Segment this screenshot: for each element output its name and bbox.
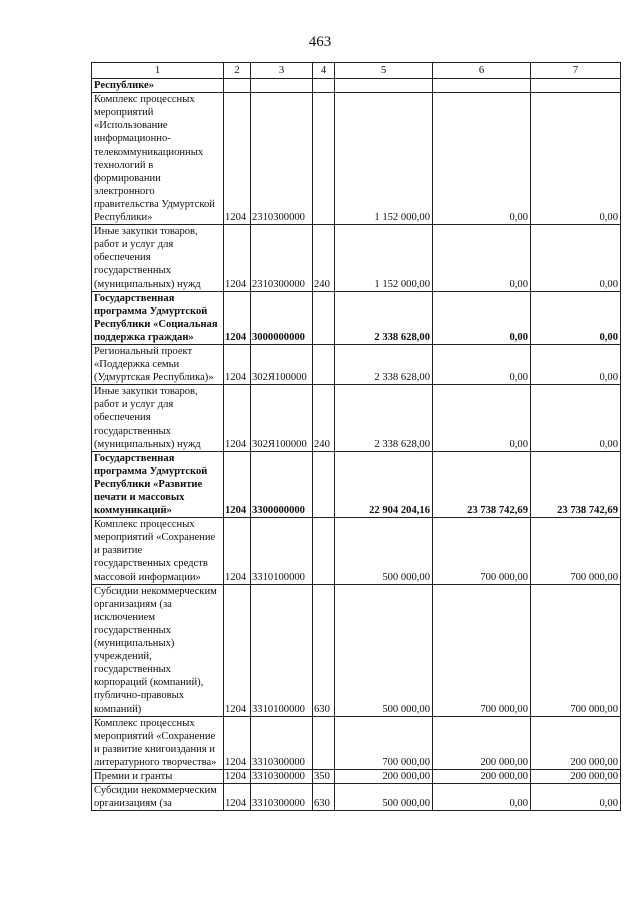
row-name-cell: Субсидии некоммерческим организациям (за (92, 784, 224, 811)
amount-col7-cell: 0,00 (531, 385, 621, 451)
amount-col6-cell: 200 000,00 (433, 716, 531, 769)
row-name-cell: Комплекс процессных мероприятий «Сохранение и развитие книгоиздания и литературного творчества» (92, 716, 224, 769)
expense-type-cell (313, 451, 335, 517)
amount-col6-cell: 23 738 742,69 (433, 451, 531, 517)
amount-col7-cell: 700 000,00 (531, 584, 621, 716)
section-code-cell: 1204 (224, 225, 251, 291)
header-row (92, 63, 621, 79)
column-header-6: 6 (433, 63, 531, 79)
amount-col7-cell: 200 000,00 (531, 769, 621, 783)
amount-col7-cell: 0,00 (531, 93, 621, 225)
row-name-cell: Государственная программа Удмуртской Республики «Развитие печати и массовых коммуникаций» (92, 451, 224, 517)
amount-col6-cell: 0,00 (433, 344, 531, 384)
target-article-cell: 3310100000 (251, 518, 313, 584)
expense-type-cell (313, 93, 335, 225)
target-article-cell: 302Я100000 (251, 385, 313, 451)
table-row (92, 769, 621, 783)
amount-col7-cell: 0,00 (531, 784, 621, 811)
section-code-cell: 1204 (224, 291, 251, 344)
row-name-cell: Региональный проект «Поддержка семьи (Удмуртская Республика)» (92, 344, 224, 384)
section-code-cell: 1204 (224, 385, 251, 451)
amount-col7-cell (531, 79, 621, 93)
section-code-cell: 1204 (224, 584, 251, 716)
expense-type-cell: 350 (313, 769, 335, 783)
table-row (92, 93, 621, 225)
column-header-7: 7 (531, 63, 621, 79)
amount-col5-cell: 2 338 628,00 (335, 385, 433, 451)
amount-col7-cell: 23 738 742,69 (531, 451, 621, 517)
amount-col6-cell: 0,00 (433, 225, 531, 291)
expense-type-cell: 630 (313, 784, 335, 811)
column-header-3: 3 (251, 63, 313, 79)
amount-col5-cell: 500 000,00 (335, 784, 433, 811)
expense-type-cell: 240 (313, 225, 335, 291)
table-row (92, 344, 621, 384)
amount-col6-cell: 0,00 (433, 385, 531, 451)
amount-col6-cell: 0,00 (433, 93, 531, 225)
expense-type-cell (313, 79, 335, 93)
target-article-cell: 3300000000 (251, 451, 313, 517)
table-row (92, 518, 621, 584)
amount-col6-cell (433, 79, 531, 93)
amount-col6-cell: 0,00 (433, 291, 531, 344)
row-name-cell: Иные закупки товаров, работ и услуг для обеспечения государственных (муниципальных) нужд (92, 385, 224, 451)
table-row (92, 584, 621, 716)
column-header-5: 5 (335, 63, 433, 79)
target-article-cell: 3310300000 (251, 784, 313, 811)
amount-col6-cell: 700 000,00 (433, 518, 531, 584)
amount-col6-cell: 200 000,00 (433, 769, 531, 783)
expense-type-cell (313, 291, 335, 344)
target-article-cell: 3310100000 (251, 584, 313, 716)
table-row (92, 79, 621, 93)
target-article-cell: 2310300000 (251, 225, 313, 291)
amount-col7-cell: 0,00 (531, 291, 621, 344)
amount-col5-cell: 2 338 628,00 (335, 291, 433, 344)
amount-col5-cell: 700 000,00 (335, 716, 433, 769)
expense-type-cell: 630 (313, 584, 335, 716)
amount-col7-cell: 0,00 (531, 344, 621, 384)
target-article-cell: 302Я100000 (251, 344, 313, 384)
amount-col5-cell: 2 338 628,00 (335, 344, 433, 384)
table-row (92, 784, 621, 811)
table-row (92, 291, 621, 344)
column-header-1: 1 (92, 63, 224, 79)
table-row (92, 451, 621, 517)
amount-col5-cell: 500 000,00 (335, 518, 433, 584)
page-number: 463 (308, 34, 332, 50)
section-code-cell: 1204 (224, 93, 251, 225)
target-article-cell (251, 79, 313, 93)
column-header-2: 2 (224, 63, 251, 79)
expense-type-cell (313, 344, 335, 384)
expense-type-cell (313, 518, 335, 584)
row-name-cell: Комплекс процессных мероприятий «Сохранение и развитие государственных средств массовой информации» (92, 518, 224, 584)
section-code-cell: 1204 (224, 518, 251, 584)
amount-col5-cell: 1 152 000,00 (335, 93, 433, 225)
table-row (92, 385, 621, 451)
amount-col5-cell: 500 000,00 (335, 584, 433, 716)
row-name-cell: Государственная программа Удмуртской Республики «Социальная поддержка граждан» (92, 291, 224, 344)
table-row (92, 716, 621, 769)
amount-col7-cell: 700 000,00 (531, 518, 621, 584)
target-article-cell: 2310300000 (251, 93, 313, 225)
amount-col6-cell: 0,00 (433, 784, 531, 811)
column-header-4: 4 (313, 63, 335, 79)
section-code-cell: 1204 (224, 344, 251, 384)
expense-type-cell: 240 (313, 385, 335, 451)
target-article-cell: 3310300000 (251, 716, 313, 769)
section-code-cell: 1204 (224, 451, 251, 517)
row-name-cell: Субсидии некоммерческим организациям (за исключением государственных (муниципальных) учреждений, государственных корпораций (компаний), публично-правовых компаний) (92, 584, 224, 716)
amount-col5-cell: 1 152 000,00 (335, 225, 433, 291)
amount-col5-cell (335, 79, 433, 93)
row-name-cell: Комплекс процессных мероприятий «Использование информационно-телекоммуникационных технологий в формировании электронного правительства Удмуртской Республики» (92, 93, 224, 225)
expense-type-cell (313, 716, 335, 769)
target-article-cell: 3000000000 (251, 291, 313, 344)
budget-table (91, 62, 621, 811)
table-row (92, 225, 621, 291)
row-name-cell: Премии и гранты (92, 769, 224, 783)
section-code-cell: 1204 (224, 769, 251, 783)
section-code-cell: 1204 (224, 784, 251, 811)
target-article-cell: 3310300000 (251, 769, 313, 783)
amount-col7-cell: 0,00 (531, 225, 621, 291)
amount-col7-cell: 200 000,00 (531, 716, 621, 769)
amount-col6-cell: 700 000,00 (433, 584, 531, 716)
amount-col5-cell: 200 000,00 (335, 769, 433, 783)
row-name-cell: Республике» (92, 79, 224, 93)
section-code-cell (224, 79, 251, 93)
row-name-cell: Иные закупки товаров, работ и услуг для обеспечения государственных (муниципальных) нужд (92, 225, 224, 291)
section-code-cell: 1204 (224, 716, 251, 769)
amount-col5-cell: 22 904 204,16 (335, 451, 433, 517)
